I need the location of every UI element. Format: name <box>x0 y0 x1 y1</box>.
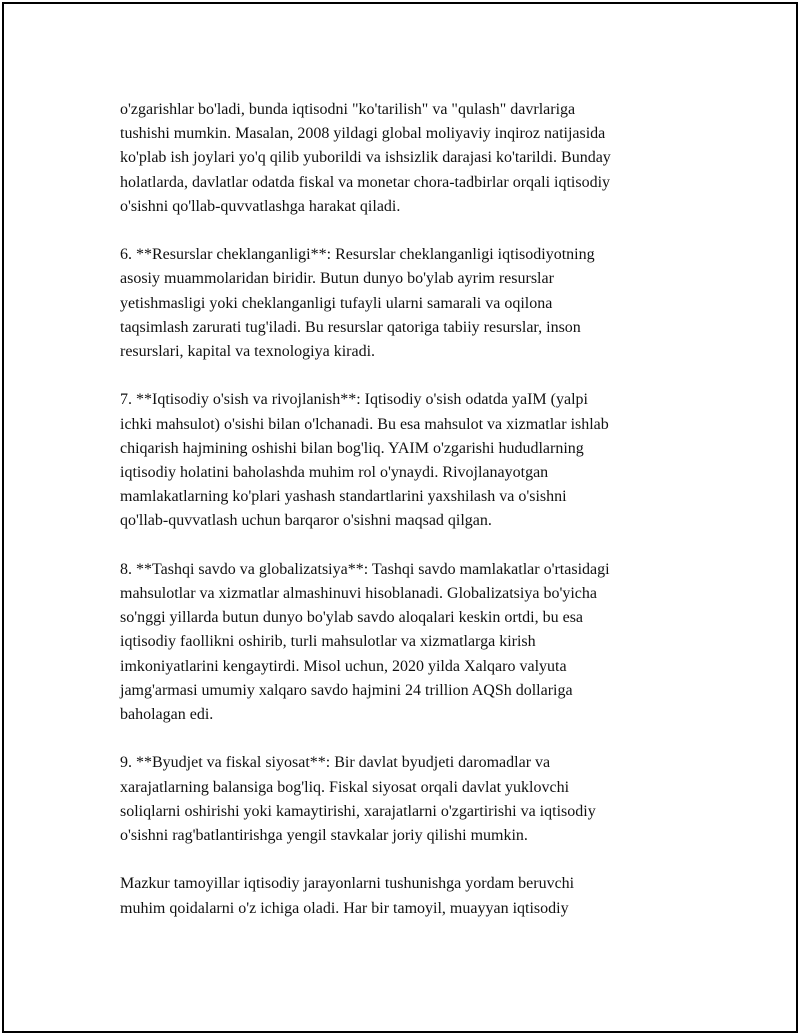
text-line: jamg'armasi umumiy xalqaro savdo hajmini 24 trillion AQSh dollariga <box>120 681 573 699</box>
paragraph-item-7-growth <box>120 388 690 533</box>
text-line: mamlakatlarning ko'plari yashash standartlarini yaxshilash va o'sishni <box>120 488 567 506</box>
text-line: so'nggi yillarda butun dunyo bo'ylab savdo aloqalari keskin ortdi, bu esa <box>120 609 584 627</box>
text-line: tushishi mumkin. Masalan, 2008 yildagi global moliyaviy inqiroz natijasida <box>120 125 606 143</box>
text-line: taqsimlash zarurati tug'iladi. Bu resurslar qatoriga tabiiy resurslar, inson <box>120 318 581 336</box>
text-line: qo'llab-quvvatlash uchun barqaror o'sishni maqsad qilgan. <box>120 512 492 530</box>
text-line: baholagan edi. <box>120 706 214 724</box>
text-line: o'sishni qo'llab-quvvatlashga harakat qiladi. <box>120 197 401 215</box>
text-line: ichki mahsulot) o'sishi bilan o'lchanadi. Bu esa mahsulot va xizmatlar ishlab <box>120 415 609 433</box>
text-line: mahsulotlar va xizmatlar almashinuvi hisoblanadi. Globalizatsiya bo'yicha <box>120 585 597 603</box>
paragraph-business-cycles <box>120 98 690 219</box>
text-line: 7. **Iqtisodiy o'sish va rivojlanish**: Iqtisodiy o'sish odatda yaIM (yalpi <box>120 391 588 409</box>
text-line: 8. **Tashqi savdo va globalizatsiya**: Tashqi savdo mamlakatlar o'rtasidagi <box>120 560 610 578</box>
text-line: asosiy muammolaridan biridir. Butun dunyo bo'ylab ayrim resurslar <box>120 270 554 288</box>
document-body <box>120 98 690 945</box>
paragraph-item-8-trade <box>120 558 690 727</box>
paragraph-item-9-budget <box>120 751 690 848</box>
paragraph-item-6-resources <box>120 243 690 364</box>
text-line: imkoniyatlarini kengaytirdi. Misol uchun, 2020 yilda Xalqaro valyuta <box>120 657 567 675</box>
text-line: soliqlarni oshirishi yoki kamaytirishi, xarajatlarni o'zgartirishi va iqtisodiy <box>120 802 596 820</box>
paragraph-conclusion <box>120 872 690 920</box>
text-line: o'zgarishlar bo'ladi, bunda iqtisodni "ko'tarilish" va "qulash" davrlariga <box>120 101 576 118</box>
text-line: iqtisodiy holatini baholashda muhim rol o'ynaydi. Rivojlanayotgan <box>120 464 549 482</box>
page-frame <box>2 2 798 1033</box>
text-line: 6. **Resurslar cheklanganligi**: Resurslar cheklanganligi iqtisodiyotning <box>120 246 595 264</box>
text-line: muhim qoidalarni o'z ichiga oladi. Har bir tamoyil, muayyan iqtisodiy <box>120 899 569 917</box>
text-line: Mazkur tamoyillar iqtisodiy jarayonlarni tushunishga yordam beruvchi <box>120 875 575 893</box>
text-line: resurslari, kapital va texnologiya kiradi. <box>120 343 376 361</box>
text-line: chiqarish hajmining oshishi bilan bog'liq. YAIM o'zgarishi hududlarning <box>120 439 584 457</box>
text-line: 9. **Byudjet va fiskal siyosat**: Bir davlat byudjeti daromadlar va <box>120 754 551 772</box>
text-line: xarajatlarning balansiga bog'liq. Fiskal siyosat orqali davlat yuklovchi <box>120 778 570 796</box>
text-line: iqtisodiy faollikni oshirib, turli mahsulotlar va xizmatlarga kirish <box>120 633 536 651</box>
text-line: holatlarda, davlatlar odatda fiskal va monetar chora-tadbirlar orqali iqtisodiy <box>120 173 611 191</box>
text-line: o'sishni rag'batlantirishga yengil stavkalar joriy qilishi mumkin. <box>120 827 528 845</box>
text-line: ko'plab ish joylari yo'q qilib yuborildi va ishsizlik darajasi ko'tarildi. Bunday <box>120 149 611 167</box>
text-line: yetishmasligi yoki cheklanganligi tufayli ularni samarali va oqilona <box>120 294 553 312</box>
